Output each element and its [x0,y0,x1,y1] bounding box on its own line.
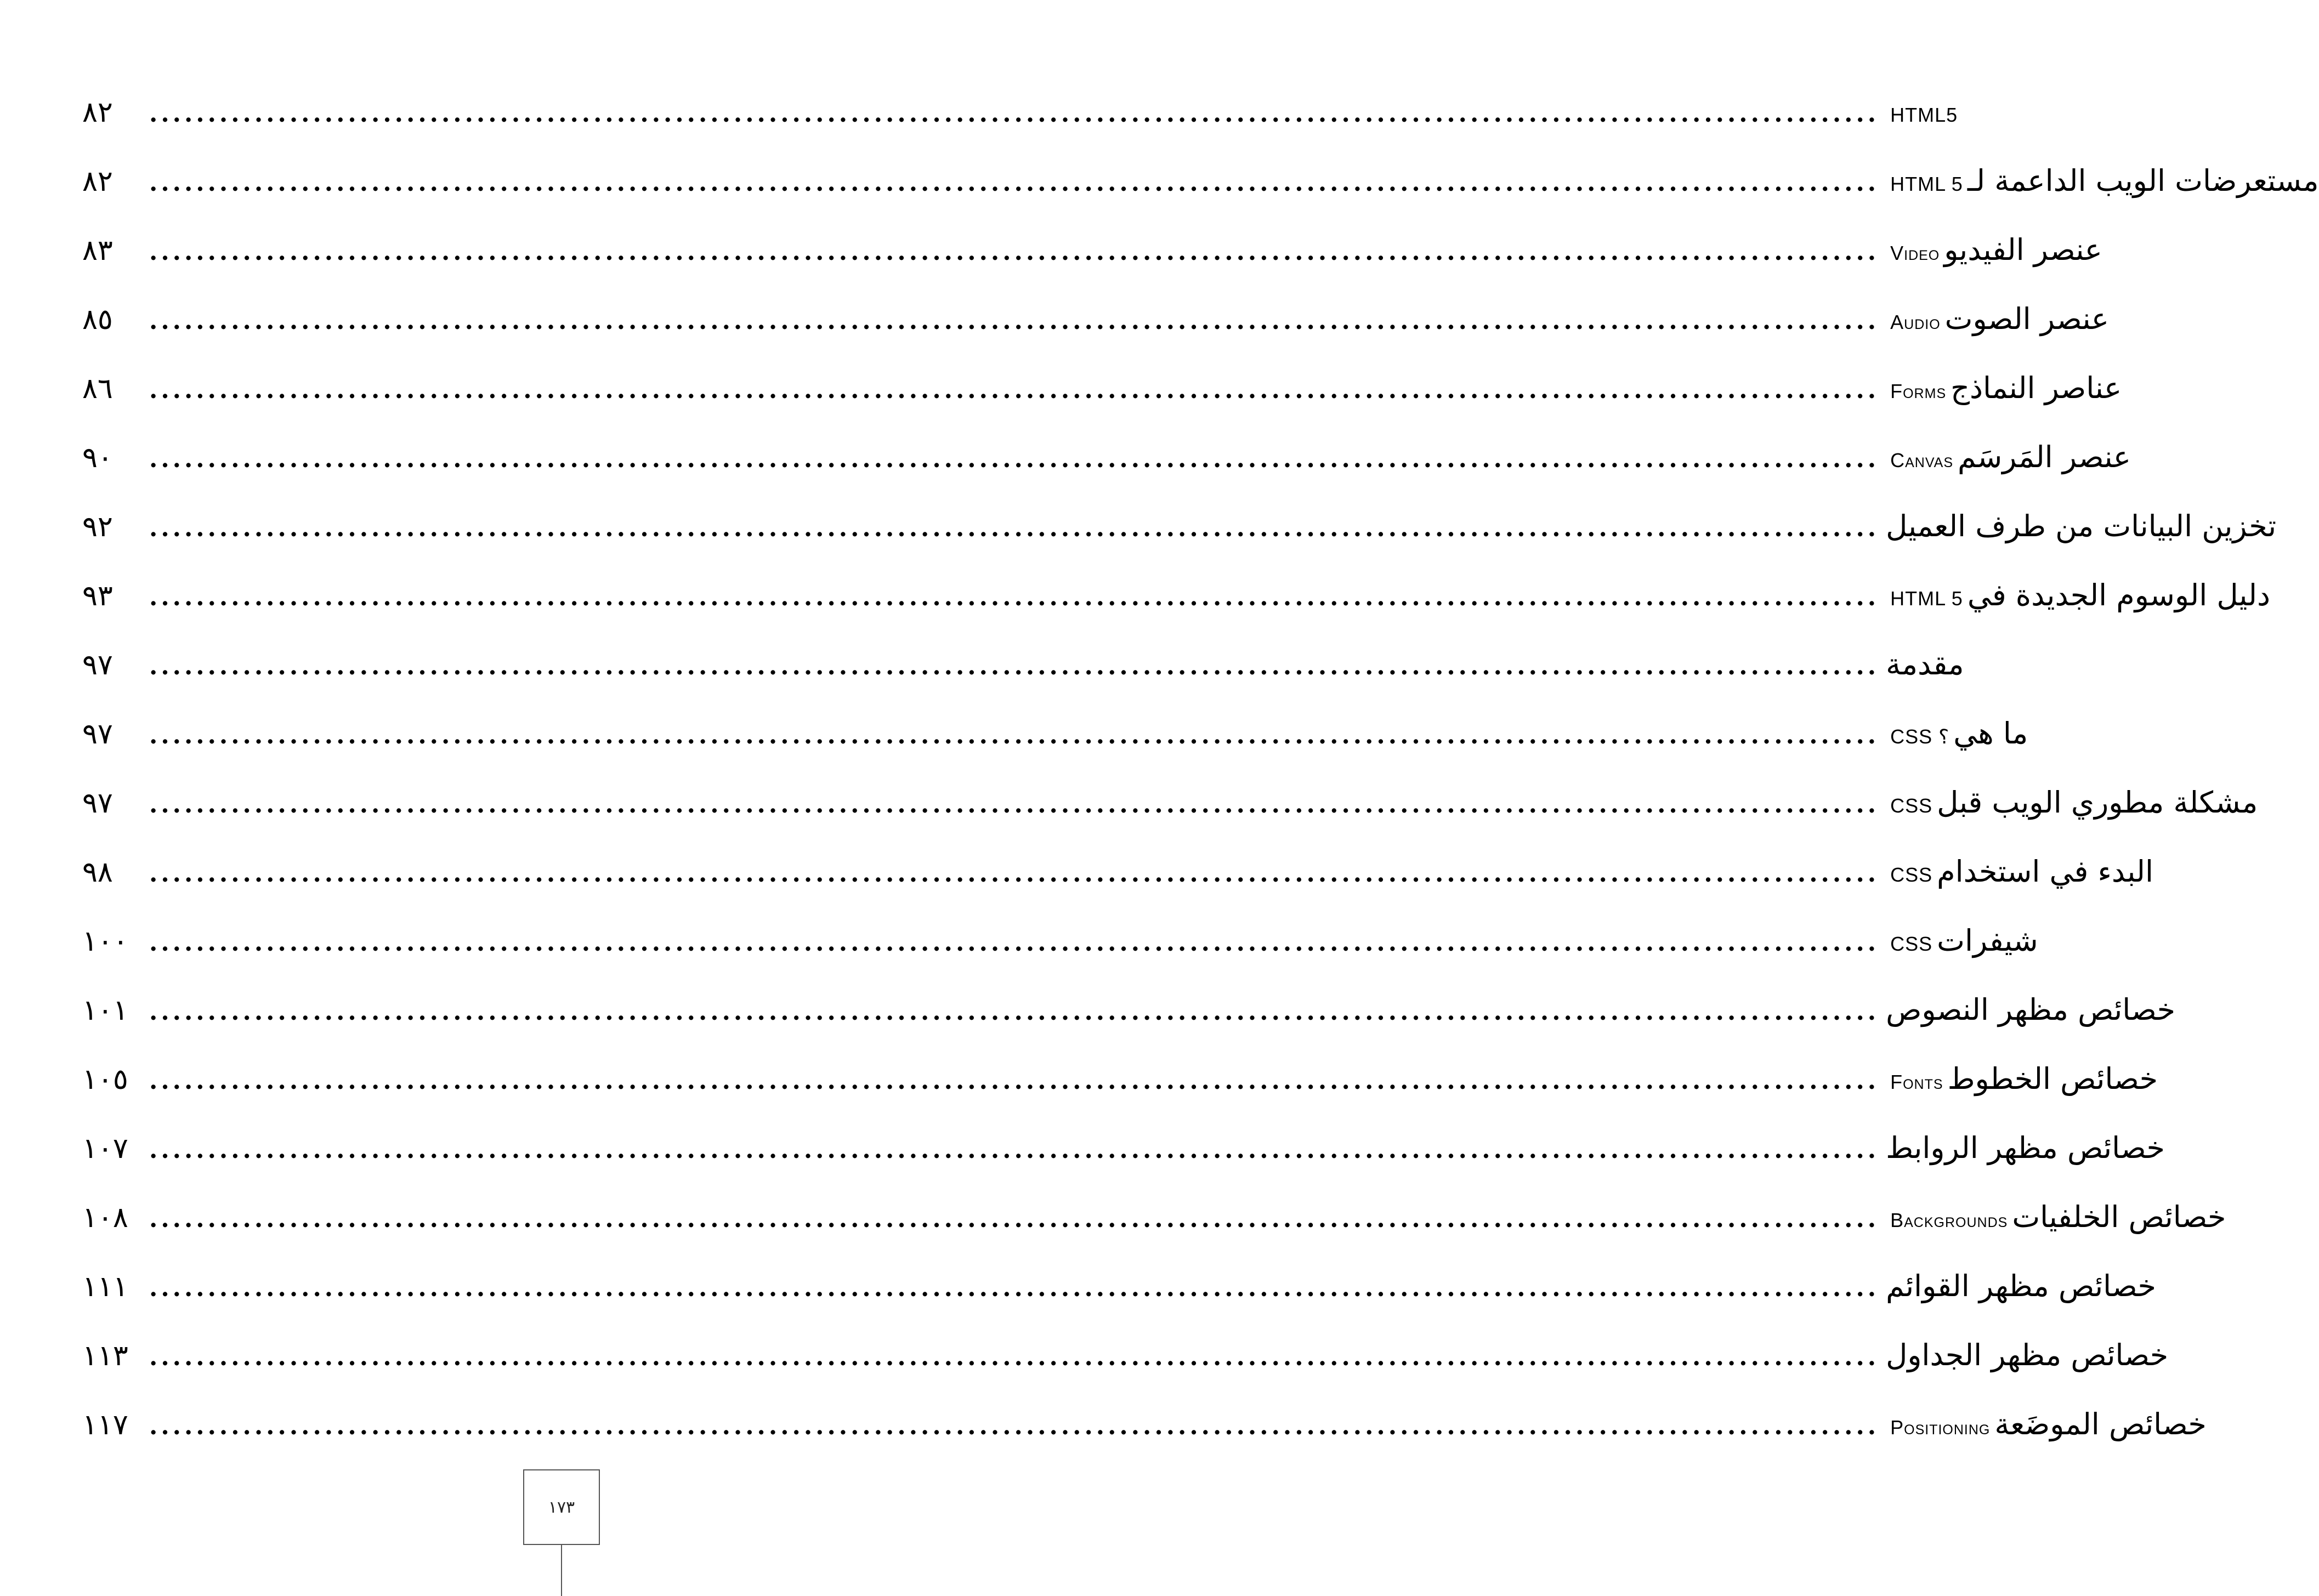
toc-dot-leader: .................................................................................................................................................... [149,722,1880,749]
toc-entry-term: CSS [1890,933,1933,955]
toc-entry-title [1886,157,2318,208]
toc-entry-term: CSS ؟ [1890,725,1949,748]
toc-entry-term: CSS [1890,794,1933,817]
toc-entry[interactable] [82,571,2271,640]
toc-entry-title [1886,1055,2158,1106]
toc-entry[interactable] [82,1331,2169,1400]
toc-entry-term: HTML5 [1890,104,1958,126]
toc-entry[interactable] [82,1055,2158,1124]
toc-entry-page-number: ٨٦ [82,372,113,405]
toc-entry-title [1886,1262,2156,1310]
toc-entry-title [1886,986,2175,1034]
toc-entry-title-text: خصائص الخطوط [1947,1061,2158,1096]
toc-entry[interactable] [82,917,2038,986]
toc-entry-title [1886,709,2028,761]
toc-entry-title-text: عنصر المَرسَم [1958,440,2131,474]
toc-dot-leader: .................................................................................................................................................... [149,929,1880,957]
toc-entry[interactable] [82,364,2122,433]
toc-entry-title [1886,848,2153,899]
toc-entry-term: HTML 5 [1890,587,1963,610]
toc-entry-title-text: مقدمة [1886,647,1964,681]
toc-entry-page-number: ٩٧ [82,787,113,820]
toc-entry-title [1886,1124,2165,1172]
toc-dot-leader: .................................................................................................................................................... [149,998,1880,1026]
toc-entry[interactable] [82,986,2175,1055]
toc-entry-title-text: عناصر النماذج [1951,371,2122,405]
toc-entry-title [1886,779,2258,830]
toc-entry-term: Backgrounds [1890,1209,2008,1231]
toc-entry-page-number: ٩٨ [82,856,113,889]
toc-entry-term: CSS [1890,864,1933,886]
toc-entry-title [1886,88,1962,139]
toc-entry-page-number: ١٠٠ [82,925,128,958]
toc-entry-title-text: خصائص مظهر النصوص [1886,992,2175,1027]
toc-entry[interactable] [82,709,2028,779]
toc-entry-term: Canvas [1890,449,1954,472]
toc-entry-title [1886,640,1964,689]
toc-dot-leader: .................................................................................................................................................... [149,169,1880,197]
toc-entry-title [1886,1193,2226,1245]
toc-entry[interactable] [82,640,1964,709]
toc-entry[interactable] [82,502,2277,571]
toc-entry-page-number: ١٠١ [82,994,128,1027]
toc-entry-title [1886,226,2102,277]
toc-entry-title-text: البدء في استخدام [1937,854,2153,889]
toc-entry-page-number: ٩٣ [82,580,113,612]
toc-entry-title-text: شيفرات [1937,923,2038,958]
toc-entry-page-number: ١١٣ [82,1339,128,1372]
toc-dot-leader: .................................................................................................................................................... [149,791,1880,819]
toc-dot-leader: .................................................................................................................................................... [149,238,1880,266]
toc-entry[interactable] [82,779,2258,848]
page-number: ١٧٣ [548,1497,575,1517]
toc-entry-term: Video [1890,242,1940,264]
toc-dot-leader: .................................................................................................................................................... [149,376,1880,404]
toc-entry-page-number: ١٠٧ [82,1132,128,1165]
toc-entry-page-number: ٨٢ [82,96,113,129]
toc-entry[interactable] [82,88,1958,157]
toc-entry-page-number: ١١٧ [82,1408,128,1441]
toc-entry-title [1886,571,2270,623]
toc-entry-title [1886,1400,2207,1452]
toc-dot-leader: .................................................................................................................................................... [149,583,1880,611]
toc-entry[interactable] [82,295,2109,364]
toc-entry[interactable] [82,226,2102,295]
toc-entry[interactable] [82,848,2153,917]
toc-entry-term: Forms [1890,380,1947,402]
toc-entry-title [1886,364,2122,416]
toc-entry-page-number: ٨٣ [82,234,113,267]
toc-entry-page-number: ١٠٥ [82,1063,128,1096]
toc-dot-leader: .................................................................................................................................................... [149,1412,1880,1440]
page-number-divider [561,1545,562,1596]
toc-entry-title-text: ما هي [1953,716,2028,751]
toc-dot-leader: .................................................................................................................................................... [149,1274,1880,1302]
toc-entry[interactable] [82,1193,2226,1262]
toc-entry-page-number: ٩٧ [82,718,113,751]
toc-entry[interactable] [82,433,2131,502]
toc-entry-title-text: عنصر الصوت [1944,302,2109,336]
toc-dot-leader: .................................................................................................................................................... [149,1205,1880,1233]
toc-entry-title [1886,433,2131,485]
toc-dot-leader: .................................................................................................................................................... [149,100,1880,128]
toc-entry-term: HTML 5 [1890,173,1963,195]
toc-entry-title-text: خصائص مظهر الروابط [1886,1131,2165,1165]
toc-entry-page-number: ٩٠ [82,441,113,474]
toc-entry-title-text: دليل الوسوم الجديدة في [1967,578,2271,612]
toc-entry-page-number: ٨٢ [82,165,113,198]
toc-entry-title [1886,1331,2168,1379]
page-number-box [523,1469,600,1545]
toc-entry-term: Fonts [1890,1071,1943,1093]
toc-entry-title [1886,295,2109,347]
toc-entry-term: Positioning [1890,1416,1991,1439]
toc-entry[interactable] [82,1124,2165,1193]
table-of-contents [82,88,2319,1469]
toc-entry-term: Audio [1890,311,1941,333]
toc-entry[interactable] [82,1262,2156,1331]
toc-entry-title-text: خصائص الموضَعة [1994,1407,2207,1441]
toc-dot-leader: .................................................................................................................................................... [149,445,1880,473]
toc-entry-page-number: ٨٥ [82,303,113,336]
toc-dot-leader: .................................................................................................................................................... [149,1343,1880,1371]
toc-entry[interactable] [82,157,2319,226]
toc-entry-page-number: ٩٧ [82,649,113,681]
toc-dot-leader: .................................................................................................................................................... [149,652,1880,680]
toc-entry-title [1886,502,2276,550]
toc-entry-page-number: ٩٢ [82,510,113,543]
toc-dot-leader: .................................................................................................................................................... [149,1136,1880,1164]
toc-entry-title [1886,917,2038,968]
toc-dot-leader: .................................................................................................................................................... [149,860,1880,888]
toc-entry-title-text: مستعرضات الويب الداعمة لـ [1967,163,2319,198]
toc-entry[interactable] [82,1400,2207,1469]
toc-dot-leader: .................................................................................................................................................... [149,514,1880,542]
toc-entry-page-number: ١١١ [82,1270,128,1303]
toc-entry-title-text: مشكلة مطوري الويب قبل [1937,785,2258,820]
toc-entry-title-text: عنصر الفيديو [1944,232,2102,267]
toc-entry-title-text: خصائص مظهر القوائم [1886,1269,2156,1303]
toc-dot-leader: .................................................................................................................................................... [149,307,1880,335]
toc-entry-title-text: خصائص الخلفيات [2012,1200,2226,1234]
toc-entry-page-number: ١٠٨ [82,1201,128,1234]
toc-dot-leader: .................................................................................................................................................... [149,1067,1880,1095]
toc-entry-title-text: تخزين البيانات من طرف العميل [1886,509,2277,543]
toc-entry-title-text: خصائص مظهر الجداول [1886,1338,2169,1372]
